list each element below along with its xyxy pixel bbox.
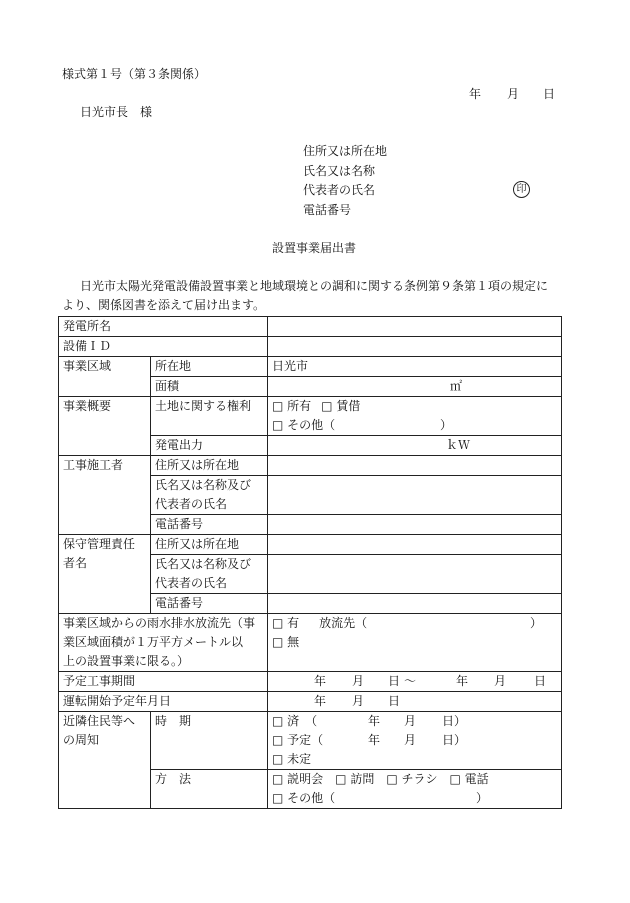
contractor-phone-field[interactable]	[268, 515, 562, 535]
timing-undecided-checkbox[interactable]: □ 未定	[272, 752, 312, 766]
output-unit: ｋＷ	[446, 438, 471, 452]
period-start-month: 月	[352, 674, 365, 688]
equipment-id-field[interactable]	[268, 337, 562, 357]
operation-year: 年	[314, 694, 327, 708]
applicant-phone-label: 電話番号	[303, 203, 352, 217]
land-rights-field[interactable]	[268, 397, 562, 436]
period-end-year: 年	[456, 674, 469, 688]
form-table	[58, 316, 562, 809]
area-label: 面積	[151, 377, 268, 397]
notice-timing-field[interactable]	[268, 712, 562, 770]
notice-timing-label: 時 期	[151, 712, 268, 770]
maintenance-name-label	[151, 555, 268, 594]
method-flyer-checkbox[interactable]: □ チラシ	[386, 772, 438, 786]
neighbor-notice-label	[59, 712, 151, 809]
contractor-name-line-2: 代表者の氏名	[155, 497, 228, 511]
output-label: 発電出力	[151, 436, 268, 456]
timing-done-checkbox[interactable]: □ 済 （	[272, 714, 318, 728]
applicant-address-label: 住所又は所在地	[303, 144, 388, 158]
contractor-address-label: 住所又は所在地	[151, 456, 268, 476]
area-field[interactable]	[268, 377, 562, 397]
business-area-label: 事業区域	[59, 357, 151, 397]
construction-period-label: 予定工事期間	[59, 672, 268, 692]
notice-method-label: 方 法	[151, 770, 268, 809]
maintenance-line-2: 者名	[63, 556, 88, 570]
maintenance-name-field[interactable]	[268, 555, 562, 594]
rain-dest-close: ）	[530, 616, 543, 630]
method-telephone-checkbox[interactable]: □ 電話	[449, 772, 489, 786]
operation-month: 月	[352, 694, 365, 708]
rain-line-2: 業区域面積が１万平方メートル以	[63, 635, 244, 649]
maintenance-address-field[interactable]	[268, 535, 562, 555]
land-own-checkbox[interactable]: □ 所有	[272, 399, 312, 413]
period-start-day: 日	[388, 674, 401, 688]
maintenance-name-line-1: 氏名又は名称及び	[155, 557, 252, 571]
form-number: 様式第１号（第３条関係）	[62, 67, 207, 81]
date-day-label: 日	[543, 87, 556, 101]
land-lease-checkbox[interactable]: □ 賃借	[321, 399, 361, 413]
period-tilde: ～	[404, 674, 417, 688]
operation-start-field[interactable]	[268, 692, 562, 712]
equipment-id-label: 設備ＩＤ	[59, 337, 268, 357]
rain-dest-label: 放流先（	[319, 616, 368, 630]
applicant-name-label: 氏名又は名称	[303, 164, 376, 178]
rain-yes-checkbox[interactable]: □ 有	[272, 616, 300, 630]
maintenance-phone-label: 電話番号	[151, 594, 268, 614]
planned-day: 日	[442, 733, 455, 747]
done-close: ）	[454, 714, 467, 728]
output-field[interactable]	[268, 436, 562, 456]
planned-year: 年	[368, 733, 381, 747]
maintenance-address-label: 住所又は所在地	[151, 535, 268, 555]
land-rights-label: 土地に関する権利	[151, 397, 268, 436]
period-end-month: 月	[494, 674, 507, 688]
contractor-name-field[interactable]	[268, 476, 562, 515]
maintenance-name-line-2: 代表者の氏名	[155, 576, 228, 590]
plant-name-label: 発電所名	[59, 317, 268, 337]
contractor-name-line-1: 氏名又は名称及び	[155, 478, 252, 492]
seal-mark: 印	[513, 181, 530, 198]
plant-name-field[interactable]	[268, 317, 562, 337]
construction-period-field[interactable]	[268, 672, 562, 692]
operation-start-label: 運転開始予定年月日	[59, 692, 268, 712]
rain-drain-label	[59, 614, 268, 672]
contractor-name-label	[151, 476, 268, 515]
method-other-close: ）	[476, 791, 489, 805]
maintenance-line-1: 保守管理責任	[63, 537, 136, 551]
notice-method-field[interactable]	[268, 770, 562, 809]
land-other-close: ）	[440, 418, 453, 432]
method-briefing-checkbox[interactable]: □ 説明会	[272, 772, 324, 786]
contractor-address-field[interactable]	[268, 456, 562, 476]
date-month-label: 月	[507, 87, 520, 101]
method-visit-checkbox[interactable]: □ 訪問	[335, 772, 375, 786]
period-start-year: 年	[314, 674, 327, 688]
rain-drain-field[interactable]	[268, 614, 562, 672]
business-outline-label: 事業概要	[59, 397, 151, 456]
method-other-checkbox[interactable]: □ その他（	[272, 791, 336, 805]
rain-line-3: 上の設置事業に限る。）	[63, 654, 190, 668]
location-value: 日光市	[272, 359, 309, 373]
contractor-label: 工事施工者	[59, 456, 151, 535]
rain-line-1: 事業区域からの雨水排水放流先（事	[63, 616, 256, 630]
done-day: 日	[442, 714, 455, 728]
operation-day: 日	[388, 694, 401, 708]
date-year-label: 年	[469, 87, 482, 101]
contractor-phone-label: 電話番号	[151, 515, 268, 535]
timing-planned-checkbox[interactable]: □ 予定（	[272, 733, 324, 747]
document-title: 設置事業届出書	[272, 241, 357, 255]
maintenance-phone-field[interactable]	[268, 594, 562, 614]
notice-line-1: 近隣住民等へ	[63, 714, 136, 728]
maintenance-label	[59, 535, 151, 614]
land-other-checkbox[interactable]: □ その他（	[272, 418, 336, 432]
rain-no-checkbox[interactable]: □ 無	[272, 635, 300, 649]
intro-line-1: 日光市太陽光発電設備設置事業と地域環境との調和に関する条例第９条第１項の規定に	[80, 279, 549, 293]
location-label: 所在地	[151, 357, 268, 377]
intro-line-2: より、関係図書を添えて届け出ます。	[62, 298, 266, 312]
done-year: 年	[368, 714, 381, 728]
period-end-day: 日	[534, 674, 547, 688]
location-field[interactable]	[268, 357, 562, 377]
done-month: 月	[404, 714, 417, 728]
planned-close: ）	[454, 733, 467, 747]
notice-line-2: の周知	[63, 733, 100, 747]
planned-month: 月	[404, 733, 417, 747]
area-unit: ㎡	[450, 379, 463, 393]
applicant-rep-label: 代表者の氏名	[303, 183, 376, 197]
addressee: 日光市長 様	[80, 105, 153, 119]
